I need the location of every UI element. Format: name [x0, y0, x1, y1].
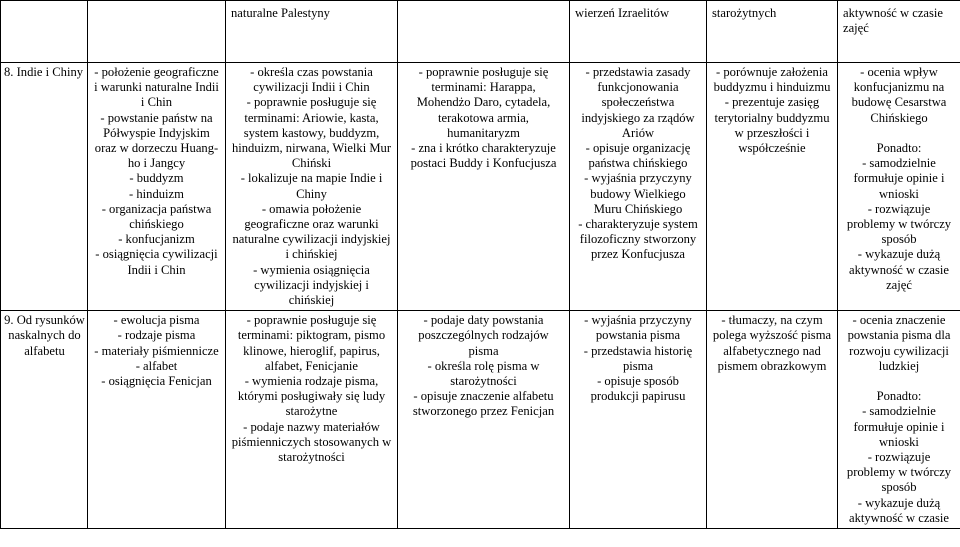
outstanding-requirements-cell: - ocenia znaczenie powstania pisma dla rozwoju cywilizacji ludzkiej Ponadto: - samodzielnie formułuje opinie i wnioski - rozwiązuje problemy w twórczy sposób - wykazuje dużą aktywność w czasie: [838, 311, 960, 529]
content-cell: - położenie geograficzne i warunki naturalne Indii i Chin - powstanie państw na Półwyspie Indyjskim oraz w dorzeczu Huang-ho i Jangcy - buddyzm - hinduizm - organizacja państwa chińskiego - konfucjanizm - osiągnięcia cywilizacji Indii i Chin: [88, 63, 226, 311]
cell-empty: [1, 1, 88, 63]
extended-requirements-cell: - podaje daty powstania poszczególnych rodzajów pisma - określa rolę pisma w starożytności - opisuje znaczenie alfabetu stworzonego przez Fenicjan: [398, 311, 570, 529]
cell-top-col7: aktywność w czasie zajęć: [838, 1, 960, 63]
table-row-top: [1, 1, 960, 63]
complete-requirements-cell: - przedstawia zasady funkcjonowania społeczeństwa indyjskiego za rządów Ariów - opisuje organizację państwa chińskiego - wyjaśnia przyczyny budowy Wielkiego Muru Chińskiego - charakteryzuje system filozoficzny stworzony przez Konfucjusza: [570, 63, 707, 311]
cell-top-col3: naturalne Palestyny: [226, 1, 398, 63]
table-row: [1, 311, 960, 529]
topic-cell: 9. Od rysunków naskalnych do alfabetu: [1, 311, 88, 529]
extra-requirements-cell: - tłumaczy, na czym polega wyższość pisma alfabetycznego nad pismem obrazkowym: [707, 311, 838, 529]
extra-requirements-cell: - porównuje założenia buddyzmu i hinduizmu - prezentuje zasięg terytorialny buddyzmu w przeszłości i współcześnie: [707, 63, 838, 311]
extended-requirements-cell: - poprawnie posługuje się terminami: Harappa, Mohendżo Daro, cytadela, terakotowa armia, humanitaryzm - zna i krótko charakteryzuje postaci Buddy i Konfucjusza: [398, 63, 570, 311]
complete-requirements-cell: - wyjaśnia przyczyny powstania pisma - przedstawia historię pisma - opisuje sposób produkcji papirusu: [570, 311, 707, 529]
topic-cell: 8. Indie i Chiny: [1, 63, 88, 311]
basic-requirements-cell: - określa czas powstania cywilizacji Indii i Chin - poprawnie posługuje się terminami: Ariowie, kasta, system kastowy, buddyzm, hinduizm, nirwana, Wielki Mur Chiński - lokalizuje na mapie Indie i Chiny - omawia położenie geograficzne oraz warunki naturalne cywilizacji indyjskiej i chińskiej - wymienia osiągnięcia cywilizacji indyjskiej i chińskiej: [226, 63, 398, 311]
cell-empty: [88, 1, 226, 63]
outstanding-requirements-cell: - ocenia wpływ konfucjanizmu na budowę Cesarstwa Chińskiego Ponadto: - samodzielnie formułuje opinie i wnioski - rozwiązuje problemy w twórczy sposób - wykazuje dużą aktywność w czasie zajęć: [838, 63, 960, 311]
basic-requirements-cell: - poprawnie posługuje się terminami: piktogram, pismo klinowe, hieroglif, papirus, alfabet, Fenicjanie - wymienia rodzaje pisma, którymi posługiwały się ludy starożytne - podaje nazwy materiałów piśmienniczych stosowanych w starożytności: [226, 311, 398, 529]
table-row: [1, 63, 960, 311]
cell-top-col6: starożytnych: [707, 1, 838, 63]
cell-top-col5: wierzeń Izraelitów: [570, 1, 707, 63]
cell-empty: [398, 1, 570, 63]
content-cell: - ewolucja pisma - rodzaje pisma - materiały piśmiennicze - alfabet - osiągnięcia Fenicjan: [88, 311, 226, 529]
